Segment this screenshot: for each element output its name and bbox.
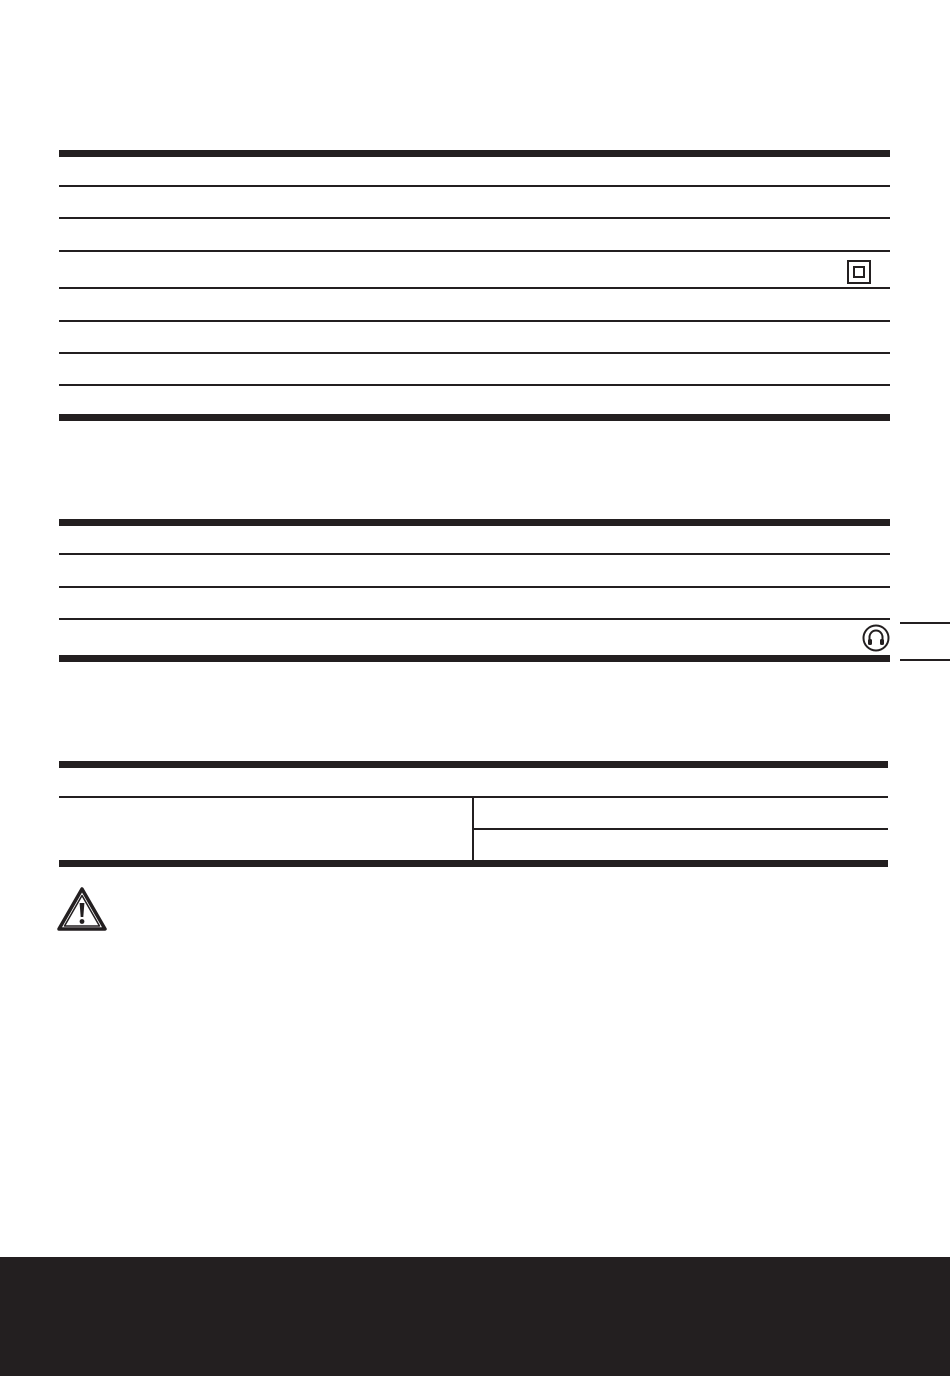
table-row-divider	[59, 553, 890, 555]
table-top-rule	[59, 150, 890, 157]
table-bottom-rule	[59, 860, 888, 867]
table-row-divider	[59, 250, 890, 252]
ear-protection-icon	[862, 624, 890, 657]
table-row-divider	[59, 217, 890, 219]
table-row-divider	[59, 185, 890, 187]
table-row-divider	[59, 618, 890, 620]
table-top-rule	[59, 761, 888, 768]
table-top-rule	[59, 519, 890, 526]
table-row-divider	[59, 352, 890, 354]
double-insulation-icon	[847, 260, 871, 289]
side-tab-marker-bottom	[900, 659, 950, 661]
table-bottom-rule	[59, 655, 890, 662]
warning-triangle-icon	[56, 886, 108, 937]
table-row-divider	[59, 586, 890, 588]
table-row-divider	[59, 384, 890, 386]
side-tab-marker-top	[900, 622, 950, 624]
table-row-divider	[59, 320, 890, 322]
table-row-divider	[474, 828, 888, 830]
table-bottom-rule	[59, 414, 890, 421]
footer-band	[0, 1257, 950, 1376]
table-row-divider	[59, 287, 890, 289]
